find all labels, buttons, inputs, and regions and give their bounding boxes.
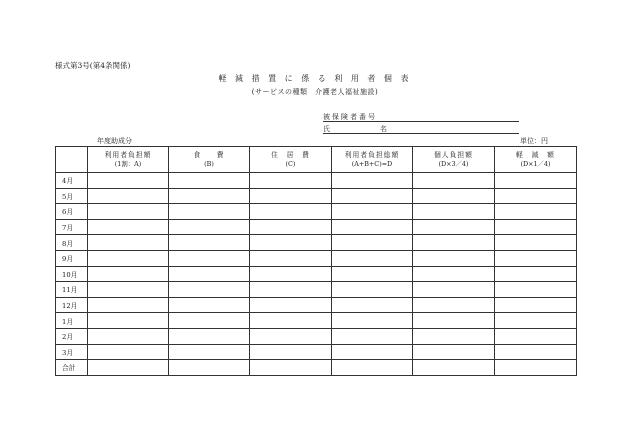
table-cell[interactable] [169, 250, 250, 266]
table-cell[interactable] [169, 219, 250, 235]
table-cell[interactable] [495, 282, 577, 298]
row-label: 7月 [56, 219, 88, 235]
table-cell[interactable] [413, 188, 495, 204]
table-cell[interactable] [332, 235, 413, 251]
table-cell[interactable] [332, 313, 413, 329]
table-cell[interactable] [413, 204, 495, 220]
table-row [56, 173, 577, 189]
table-row [56, 204, 577, 220]
table-cell[interactable] [250, 328, 332, 344]
table-row [56, 297, 577, 313]
table-row [56, 328, 577, 344]
table-cell[interactable] [413, 250, 495, 266]
subsidy-table [55, 146, 577, 376]
table-cell[interactable] [169, 328, 250, 344]
table-cell[interactable] [495, 313, 577, 329]
table-cell[interactable] [169, 173, 250, 189]
form-number: 様式第3号(第4条関係) [55, 61, 131, 70]
table-cell[interactable] [413, 219, 495, 235]
header-reduction-amount: 軽 減 額 (D×1／4) [495, 147, 577, 173]
table-cell[interactable] [413, 344, 495, 360]
table-cell[interactable] [413, 360, 495, 376]
table-header-row [56, 147, 577, 173]
row-label: 3月 [56, 344, 88, 360]
table-cell[interactable] [413, 313, 495, 329]
table-cell[interactable] [332, 282, 413, 298]
service-type-subtitle: (サービスの種類 介護老人福祉施設) [251, 88, 379, 96]
table-cell[interactable] [495, 360, 577, 376]
table-cell[interactable] [250, 188, 332, 204]
table-cell[interactable] [169, 188, 250, 204]
table-cell[interactable] [413, 173, 495, 189]
table-cell[interactable] [169, 360, 250, 376]
table-cell[interactable] [88, 173, 169, 189]
name-line[interactable] [323, 133, 519, 134]
table-row [56, 313, 577, 329]
table-cell[interactable] [332, 297, 413, 313]
row-label: 9月 [56, 250, 88, 266]
table-cell[interactable] [88, 360, 169, 376]
table-cell[interactable] [250, 173, 332, 189]
table-row [56, 235, 577, 251]
table-cell[interactable] [332, 360, 413, 376]
table-cell[interactable] [413, 235, 495, 251]
row-label: 6月 [56, 204, 88, 220]
table-cell[interactable] [495, 188, 577, 204]
table-cell[interactable] [88, 297, 169, 313]
row-label: 2月 [56, 328, 88, 344]
table-cell[interactable] [332, 344, 413, 360]
table-cell[interactable] [495, 344, 577, 360]
row-label: 11月 [56, 282, 88, 298]
table-cell[interactable] [88, 235, 169, 251]
table-row [56, 344, 577, 360]
table-cell[interactable] [250, 235, 332, 251]
table-cell[interactable] [169, 282, 250, 298]
header-total-burden: 利用者負担総額 (A+B+C)=D [332, 147, 413, 173]
table-cell[interactable] [332, 188, 413, 204]
table-cell[interactable] [250, 344, 332, 360]
header-user-burden: 利用者負担額 (1割：A) [88, 147, 169, 173]
row-label: 合計 [56, 360, 88, 376]
table-cell[interactable] [250, 282, 332, 298]
header-housing-cost: 住 居 費 (C) [250, 147, 332, 173]
table-cell[interactable] [495, 266, 577, 282]
table-cell[interactable] [332, 328, 413, 344]
table-cell[interactable] [413, 328, 495, 344]
fiscal-year-label: 年度助成分 [97, 137, 132, 145]
table-cell[interactable] [495, 173, 577, 189]
row-label: 10月 [56, 266, 88, 282]
table-cell[interactable] [88, 344, 169, 360]
table-cell[interactable] [169, 204, 250, 220]
table-cell[interactable] [88, 282, 169, 298]
table-cell[interactable] [250, 360, 332, 376]
table-cell[interactable] [250, 219, 332, 235]
table-cell[interactable] [88, 219, 169, 235]
table-cell[interactable] [332, 173, 413, 189]
table-cell[interactable] [88, 266, 169, 282]
header-personal-burden: 個人負担額 (D×3／4) [413, 147, 495, 173]
table-cell[interactable] [413, 266, 495, 282]
row-label: 12月 [56, 297, 88, 313]
row-label: 8月 [56, 235, 88, 251]
row-label: 1月 [56, 313, 88, 329]
table-cell[interactable] [88, 250, 169, 266]
table-cell[interactable] [88, 188, 169, 204]
row-label: 5月 [56, 188, 88, 204]
table-cell[interactable] [169, 344, 250, 360]
table-row [56, 188, 577, 204]
table-cell[interactable] [250, 204, 332, 220]
table-cell[interactable] [332, 204, 413, 220]
table-cell[interactable] [88, 313, 169, 329]
table-cell[interactable] [169, 313, 250, 329]
table-cell[interactable] [413, 297, 495, 313]
name-label-second: 名 [380, 125, 389, 133]
table-cell[interactable] [332, 219, 413, 235]
unit-label: 単位：円 [520, 137, 548, 145]
table-cell[interactable] [169, 266, 250, 282]
header-food-cost: 食 費 (B) [169, 147, 250, 173]
table-cell[interactable] [495, 219, 577, 235]
header-month [56, 147, 88, 173]
table-cell[interactable] [88, 204, 169, 220]
table-row [56, 219, 577, 235]
table-cell[interactable] [169, 235, 250, 251]
table-cell[interactable] [495, 297, 577, 313]
table-cell[interactable] [332, 250, 413, 266]
table-cell[interactable] [495, 250, 577, 266]
table-cell[interactable] [88, 328, 169, 344]
table-cell[interactable] [495, 204, 577, 220]
table-cell[interactable] [495, 235, 577, 251]
table-cell[interactable] [332, 266, 413, 282]
row-label: 4月 [56, 173, 88, 189]
table-cell[interactable] [250, 250, 332, 266]
table-cell[interactable] [250, 266, 332, 282]
insured-number-label: 被保険者番号 [323, 113, 377, 121]
table-cell[interactable] [250, 297, 332, 313]
table-cell[interactable] [250, 313, 332, 329]
table-row [56, 282, 577, 298]
table-row [56, 266, 577, 282]
table-cell[interactable] [413, 282, 495, 298]
document-title: 軽 減 措 置 に 係 る 利 用 者 個 表 [218, 74, 412, 83]
table-cell[interactable] [495, 328, 577, 344]
name-label-first: 氏 [323, 125, 332, 133]
insured-number-line[interactable] [323, 121, 519, 122]
table-row [56, 250, 577, 266]
table-cell[interactable] [169, 297, 250, 313]
table-row [56, 360, 577, 376]
